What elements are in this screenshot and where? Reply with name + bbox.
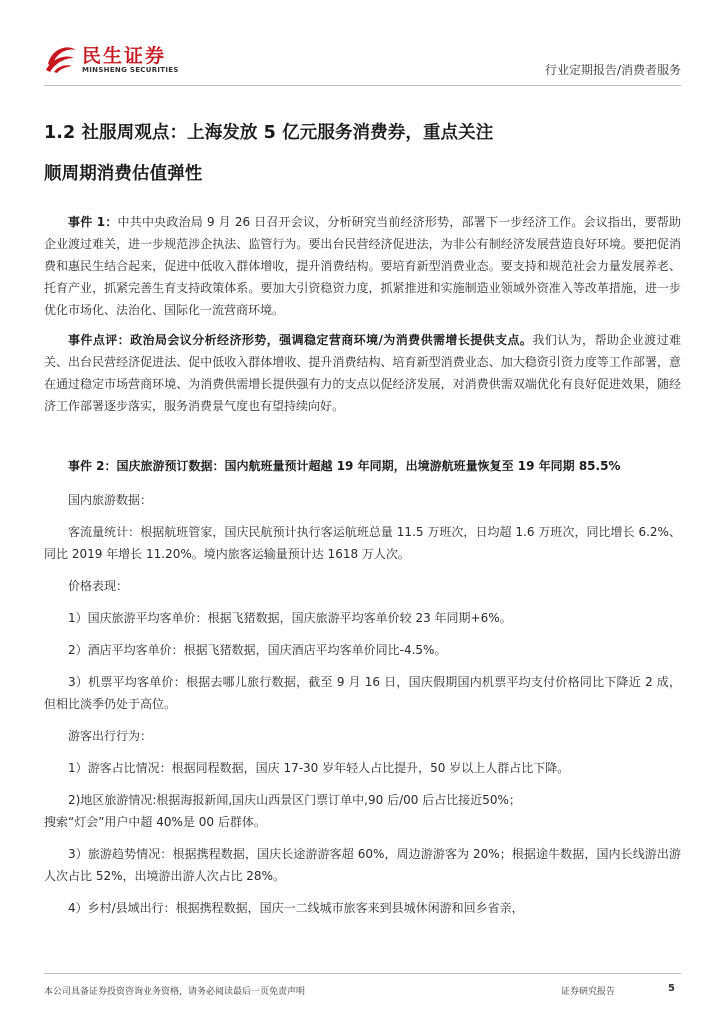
behavior-item-1: 1）游客占比情况：根据同程数据，国庆 17-30 岁年轻人占比提升，50 岁以上人群占比下降。 <box>68 761 570 775</box>
behavior-item-2-line-2: 搜索“灯会”用户中超 40%是 00 后群体。 <box>44 815 266 829</box>
traveler-behavior-heading: 游客出行行为： <box>68 729 153 743</box>
section-title-line-2: 顺周期消费估值弹性 <box>44 164 203 184</box>
report-category: 行业定期报告/消费者服务 <box>544 63 681 77</box>
event-1-label: 事件 1： <box>68 215 118 229</box>
footer-report-type: 证券研究报告 <box>561 987 616 997</box>
header-divider <box>44 85 681 86</box>
event-2-label: 事件 2：国庆旅游预订数据：国内航班量预计超越 19 年同期，出境游航班量恢复至 19 年同期 85.5% <box>68 459 621 473</box>
section-title-line-1: 1.2 社服周观点：上海发放 5 亿元服务消费券，重点关注 <box>44 123 494 143</box>
price-heading: 价格表现： <box>68 579 129 593</box>
behavior-item-4: 4）乡村/县域出行：根据携程数据，国庆一二线城市旅客来到县城休闲游和回乡省亲， <box>68 901 524 915</box>
behavior-item-2-line-1: 2)地区旅游情况:根据海报新闻,国庆山西景区门票订单中,90 后/00 后占比接近50%； <box>68 793 521 807</box>
minsheng-logo-icon <box>44 42 78 74</box>
price-item-3: 3）机票平均客单价：根据去哪儿旅行数据，截至 9 月 16 日，国庆假期国内机票平均支付价格同比下降近 2 成，但相比淡季仍处于高位。 <box>44 675 681 711</box>
logo-chinese-name: 民生证券 <box>82 45 167 67</box>
footer-divider <box>44 973 681 974</box>
behavior-item-3: 3）旅游趋势情况：根据携程数据，国庆长途游游客超 60%，周边游游客为 20%；根据途牛数据，国内长线游出游人次占比 52%，出境游出游人次占比 28%。 <box>44 847 681 883</box>
event-1-comment-paragraph <box>44 329 681 417</box>
event-2-heading <box>44 455 681 477</box>
page-number: 5 <box>668 983 675 994</box>
minsheng-logo <box>44 40 204 80</box>
behavior-item-2 <box>44 789 681 833</box>
price-item-1: 1）国庆旅游平均客单价：根据飞猪数据，国庆旅游平均客单价较 23 年同期+6%。 <box>68 611 512 625</box>
page-header <box>0 0 724 88</box>
passenger-flow-paragraph: 客流量统计：根据航班管家，国庆民航预计执行客运航班总量 11.5 万班次，日均超 1.6 万班次，同比增长 6.2%、同比 2019 年增长 11.20%。境内旅客运输量预计达 1618 万人次。 <box>44 525 681 561</box>
price-item-2: 2）酒店平均客单价：根据飞猪数据，国庆酒店平均客单价同比-4.5%。 <box>68 643 447 657</box>
event-1-comment-label: 事件点评：政治局会议分析经济形势，强调稳定营商环境/为消费供需增长提供支点。 <box>68 333 533 347</box>
main-content <box>44 113 681 919</box>
domestic-travel-heading: 国内旅游数据： <box>68 493 153 507</box>
logo-english-name: MINSHENG SECURITIES <box>82 66 179 74</box>
event-1-comment-text: 我们认为，帮助企业渡过难关、出台民营经济促进法、促中低收入群体增收、提升消费结构、培育新型消费业态、加大稳资引资力度等工作部署，意在通过稳定市场营商环境、为消费供需增长提供强有力的支点以促经济发展，对消费供需双端优化有良好促进效果，随经济工作部署逐步落实，服务消费景气度也有望持续向好。 <box>44 333 681 413</box>
footer-disclaimer: 本公司具备证券投资咨询业务资格，请务必阅读最后一页免责声明 <box>44 987 306 997</box>
event-1-paragraph <box>44 211 681 321</box>
event-1-text: 中共中央政治局 9 月 26 日召开会议，分析研究当前经济形势，部署下一步经济工作。会议指出，要帮助企业渡过难关，进一步规范涉企执法、监管行为。要出台民营经济促进法，为非公有制经济发展营造良好环境。要把促消费和惠民生结合起来，促进中低收入群体增收，提升消费结构。要培育新型消费业态。要支持和规范社会力量发展养老、托育产业，抓紧完善生育支持政策体系。要加大引资稳资力度，抓紧推进和实施制造业领域外资准入等改革措施，进一步优化市场化、法治化、国际化一流营商环境。 <box>44 215 682 317</box>
